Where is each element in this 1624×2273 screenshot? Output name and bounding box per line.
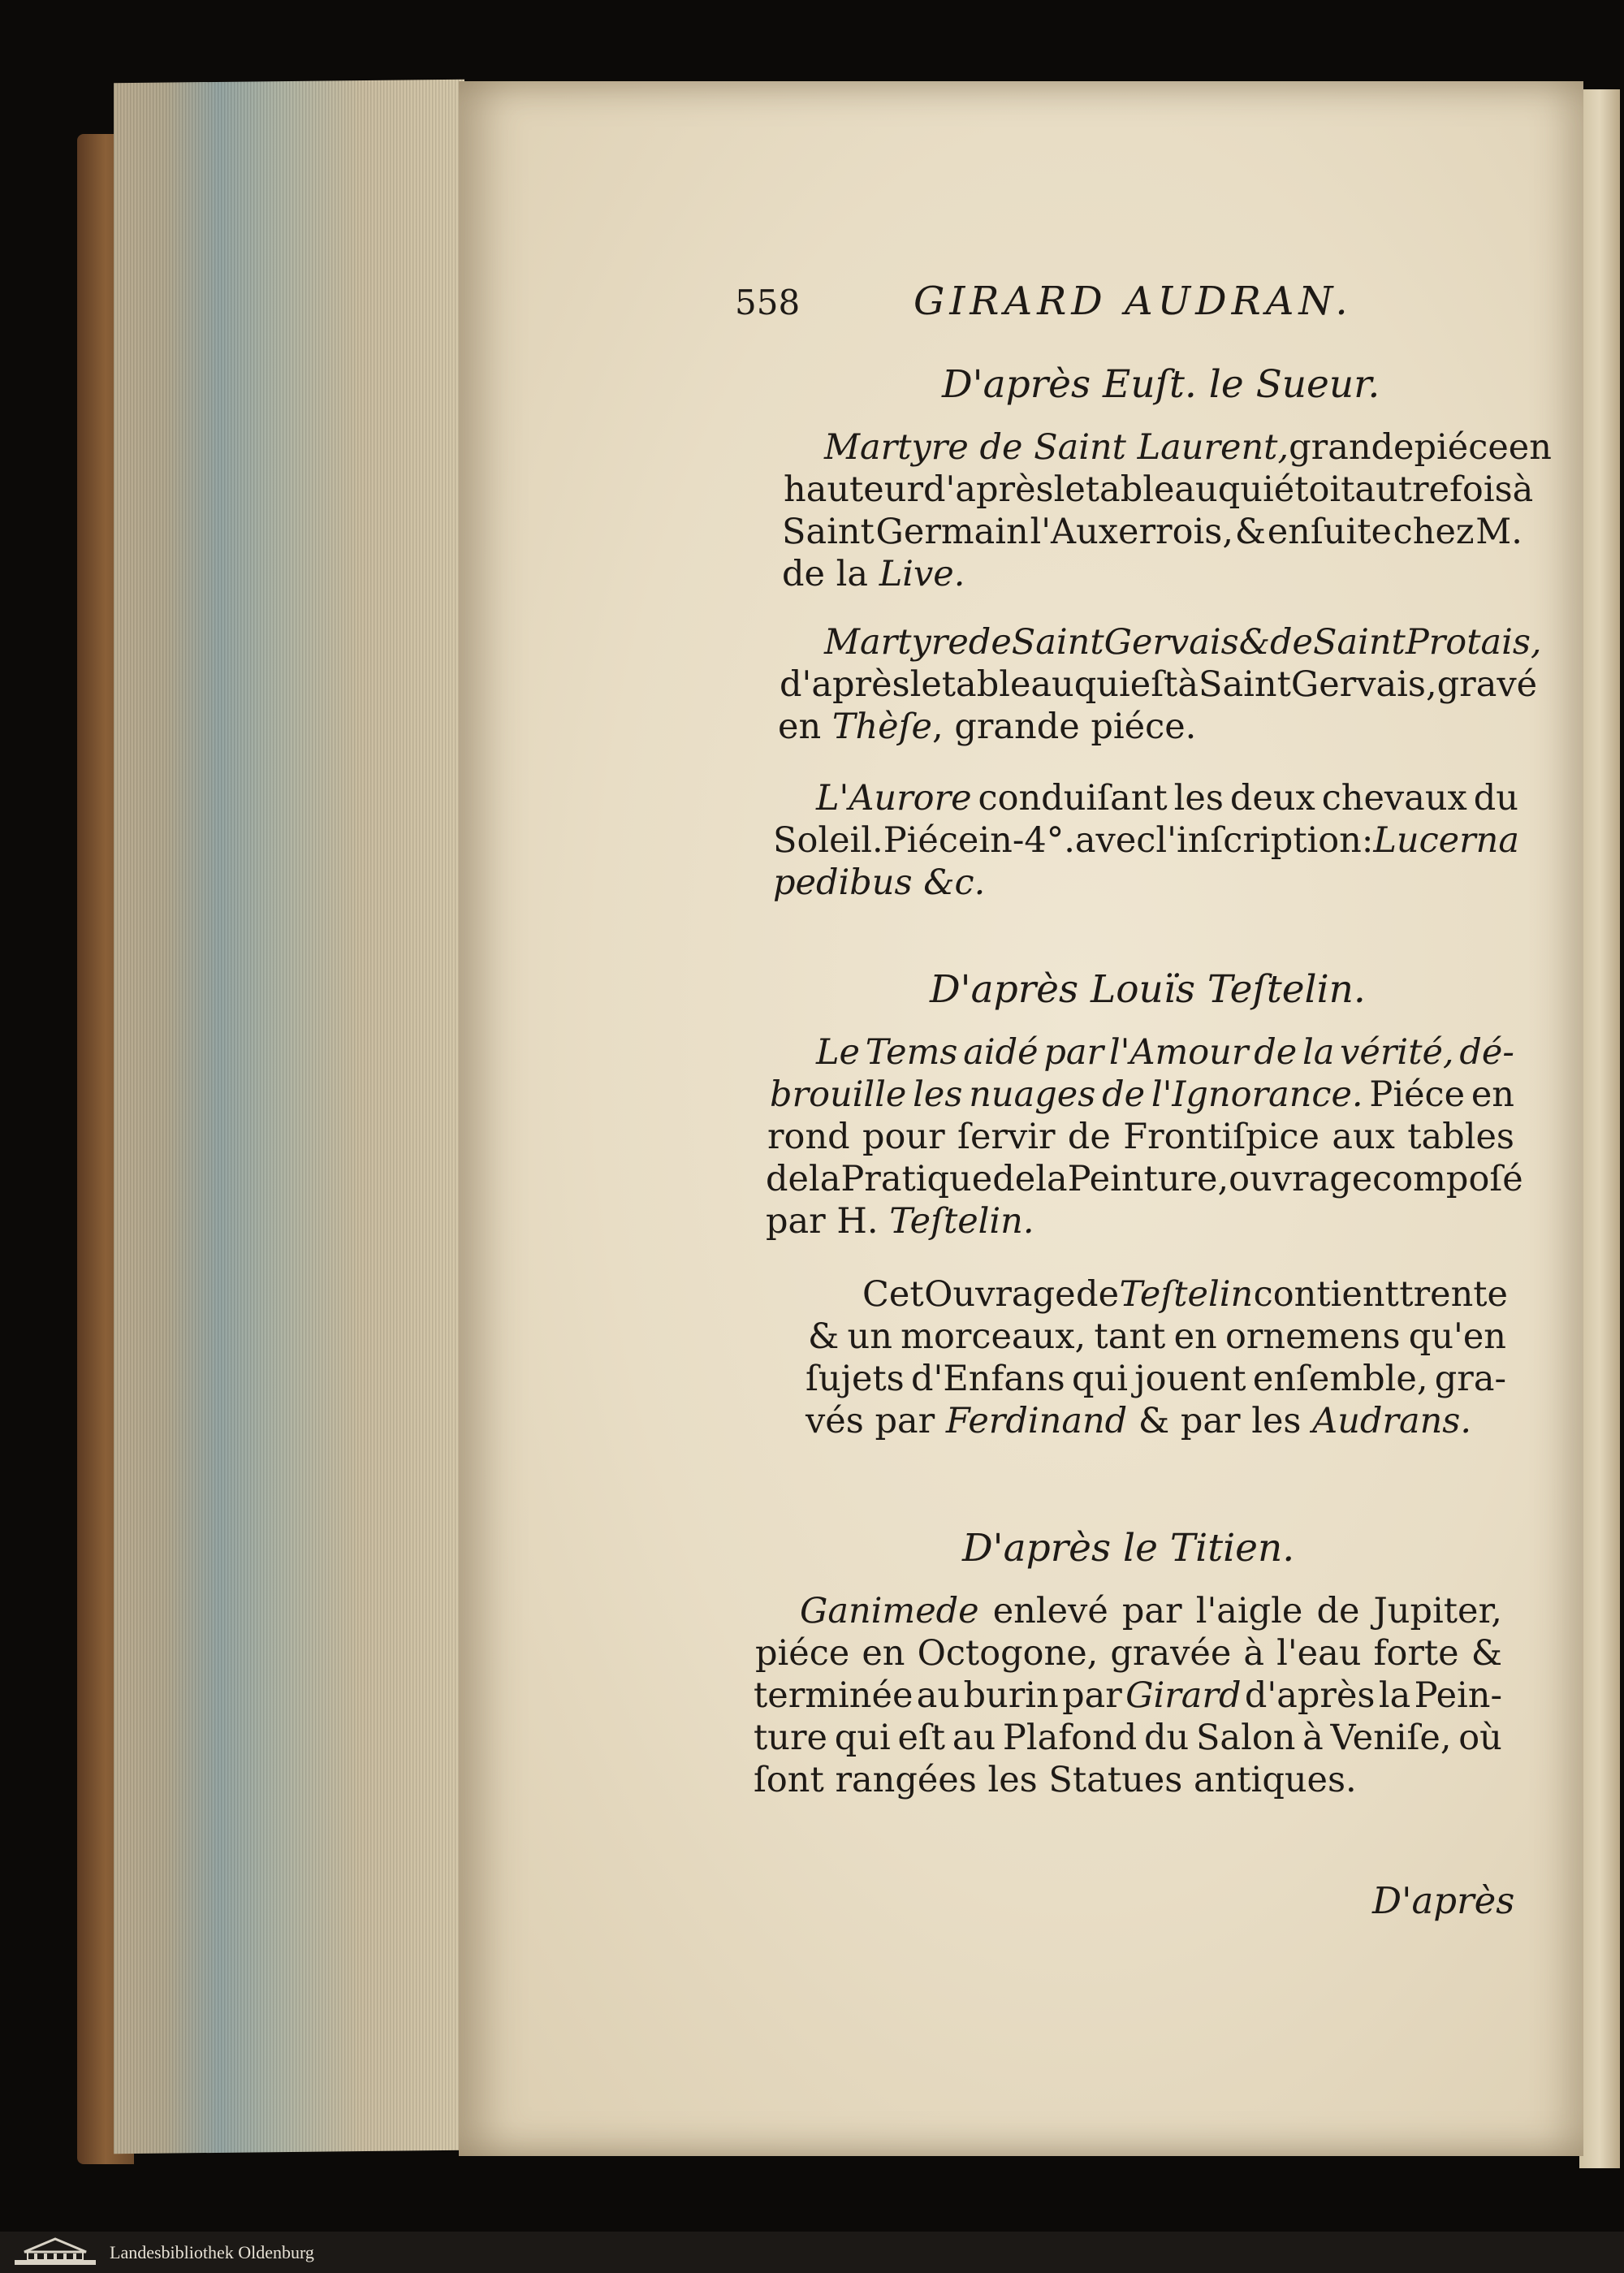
text-line: pedibus &c.	[773, 862, 986, 903]
section-heading: D'après Euſt. le Sueur.	[942, 362, 1380, 407]
text-line: ſont rangées les Statues antiques.	[754, 1760, 1357, 1800]
text-line: piéce en Octogone, gravée à l'eau forte &	[755, 1633, 1502, 1674]
text-line: hauteur d'après le tableau qui étoit autrefois à	[784, 469, 1534, 510]
catchword: D'après	[1372, 1879, 1515, 1922]
text-line: & un morceaux, tant en ornemens qu'en	[808, 1316, 1506, 1357]
section-heading: D'après le Titien.	[962, 1526, 1295, 1571]
library-name: Landesbibliothek Oldenburg	[110, 2242, 314, 2262]
text-line: ſujets d'Enfans qui jouent enſemble, gra-	[806, 1359, 1506, 1399]
text-line: par H. Teſtelin.	[766, 1201, 1034, 1242]
text-line: Saint Germain l'Auxerrois, & enſuite chez M.	[782, 512, 1522, 552]
text-line: de la Pratique de la Peinture, ouvrage compoſé	[766, 1159, 1523, 1199]
right-page-edge	[1579, 89, 1620, 2168]
library-logo-icon	[15, 2237, 96, 2267]
text-line: Cet Ouvrage de Teſtelin contient trente	[862, 1274, 1508, 1315]
text-line: brouille les nuages de l'Ignorance. Piéce en	[770, 1074, 1514, 1115]
running-title: GIRARD AUDRAN.	[914, 279, 1353, 324]
text-line: Le Tems aidé par l'Amour de la vérité, dé-	[816, 1032, 1514, 1073]
text-line: de la Live.	[782, 554, 965, 594]
text-line: vés par Ferdinand & par les Audrans.	[806, 1401, 1472, 1441]
text-line: d'après le tableau qui eſt à Saint Gervais, gravé	[780, 664, 1538, 705]
text-line: rond pour ſervir de Frontiſpice aux tables	[767, 1117, 1514, 1157]
page-number: 558	[735, 283, 801, 322]
text-line: en Thèſe, grande piéce.	[778, 707, 1197, 747]
text-line: terminée au burin par Girard d'après la Pein-	[754, 1675, 1502, 1716]
text-line: Martyre de Saint Laurent, grande piéce en	[824, 427, 1552, 468]
text-line: Ganimede enlevé par l'aigle de Jupiter,	[800, 1591, 1502, 1631]
section-heading: D'après Louïs Teſtelin.	[930, 967, 1366, 1012]
text-line: Soleil. Piéce in-4°. avec l'inſcription: Lucerna	[773, 820, 1519, 861]
text-line: Martyre de Saint Gervais & de Saint Protais,	[824, 622, 1542, 663]
page-edges	[114, 80, 464, 2154]
text-line: ture qui eſt au Plafond du Salon à Veniſe, où	[754, 1718, 1502, 1758]
text-line: L'Aurore conduiſant les deux chevaux du	[816, 778, 1518, 819]
